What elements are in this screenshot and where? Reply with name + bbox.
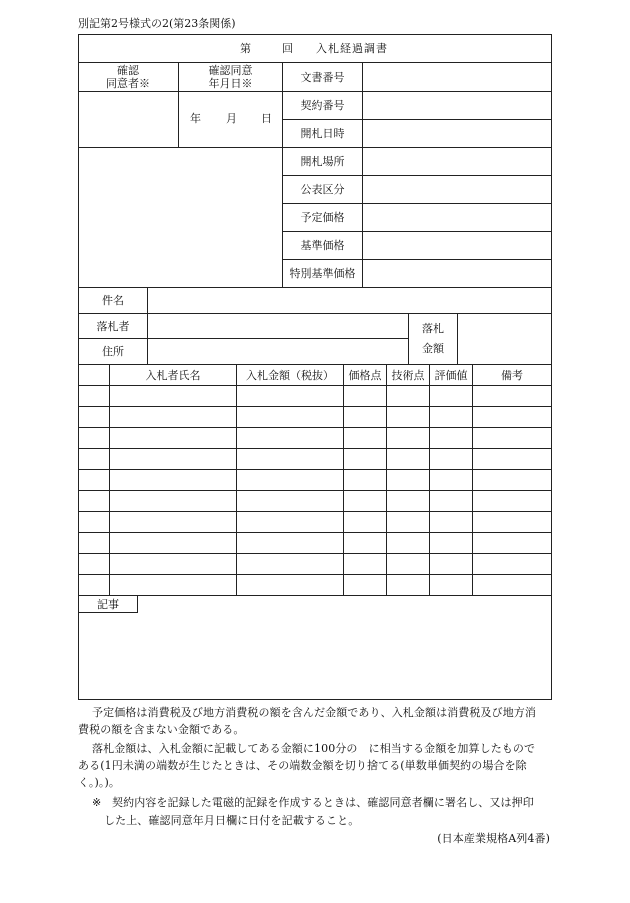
footnote-3-line-2: した上、確認同意年月日欄に日付を記載すること。 <box>104 814 360 827</box>
form-label: 別記第2号様式の2(第23条関係) <box>78 17 236 30</box>
notes-label: 記事 <box>97 598 119 611</box>
col-remarks: 備考 <box>501 368 523 382</box>
footnote-asterisk: ※ <box>92 796 102 809</box>
approver-label: 確認 同意者※ <box>106 64 150 90</box>
field-document-number: 文書番号 <box>300 70 345 84</box>
col-bid-amount: 入札金額（税抜） <box>246 368 334 382</box>
form-title: 入札経過調書 <box>316 42 388 55</box>
winner-label: 落札者 <box>96 319 130 333</box>
field-standard-price: 基準価格 <box>300 238 345 252</box>
field-disclosure-class: 公表区分 <box>300 182 345 196</box>
field-opening-datetime: 開札日時 <box>300 126 345 140</box>
field-estimated-price: 予定価格 <box>300 210 345 224</box>
approval-date-label: 確認同意 年月日※ <box>208 64 253 90</box>
footnote-1-line-1: 予定価格は消費税及び地方消費税の額を含んだ金額であり、入札金額は消費税及び地方消 <box>92 706 536 719</box>
year-label: 年 <box>190 112 201 125</box>
col-tech-score: 技術点 <box>391 368 425 382</box>
footnote-2-line-3: く。)。)。 <box>78 776 120 789</box>
winning-amount-label: 落札 金額 <box>422 322 444 355</box>
day-label: 日 <box>261 112 272 125</box>
paper-size-standard: (日本産業規格A列4番) <box>437 832 550 845</box>
address-label: 住所 <box>102 345 124 358</box>
field-opening-place: 開札場所 <box>300 154 345 168</box>
col-bidder-name: 入札者氏名 <box>145 368 201 382</box>
field-special-standard-price: 特別基準価格 <box>289 266 356 280</box>
col-eval-score: 評価値 <box>434 368 468 382</box>
footnote-2-line-1: 落札金額は、入札金額に記載してある金額に100分の に相当する金額を加算したもので <box>92 742 536 755</box>
title-kai: 回 <box>282 42 293 55</box>
month-label: 月 <box>226 112 237 125</box>
footnote-2-line-2: ある(1円未満の端数が生じたときは、その端数金額を切り捨てる(単数単価契約の場合を除 <box>78 759 527 772</box>
field-contract-number: 契約番号 <box>300 98 345 112</box>
footnote-1-line-2: 費税の額を含まない金額である。 <box>78 723 245 736</box>
title-dai: 第 <box>240 42 251 55</box>
item-name-label: 件名 <box>102 294 124 307</box>
footnote-3-line-1: 契約内容を記録した電磁的記録を作成するときは、確認同意者欄に署名し、又は押印 <box>112 796 534 809</box>
col-price-score: 価格点 <box>348 368 382 382</box>
